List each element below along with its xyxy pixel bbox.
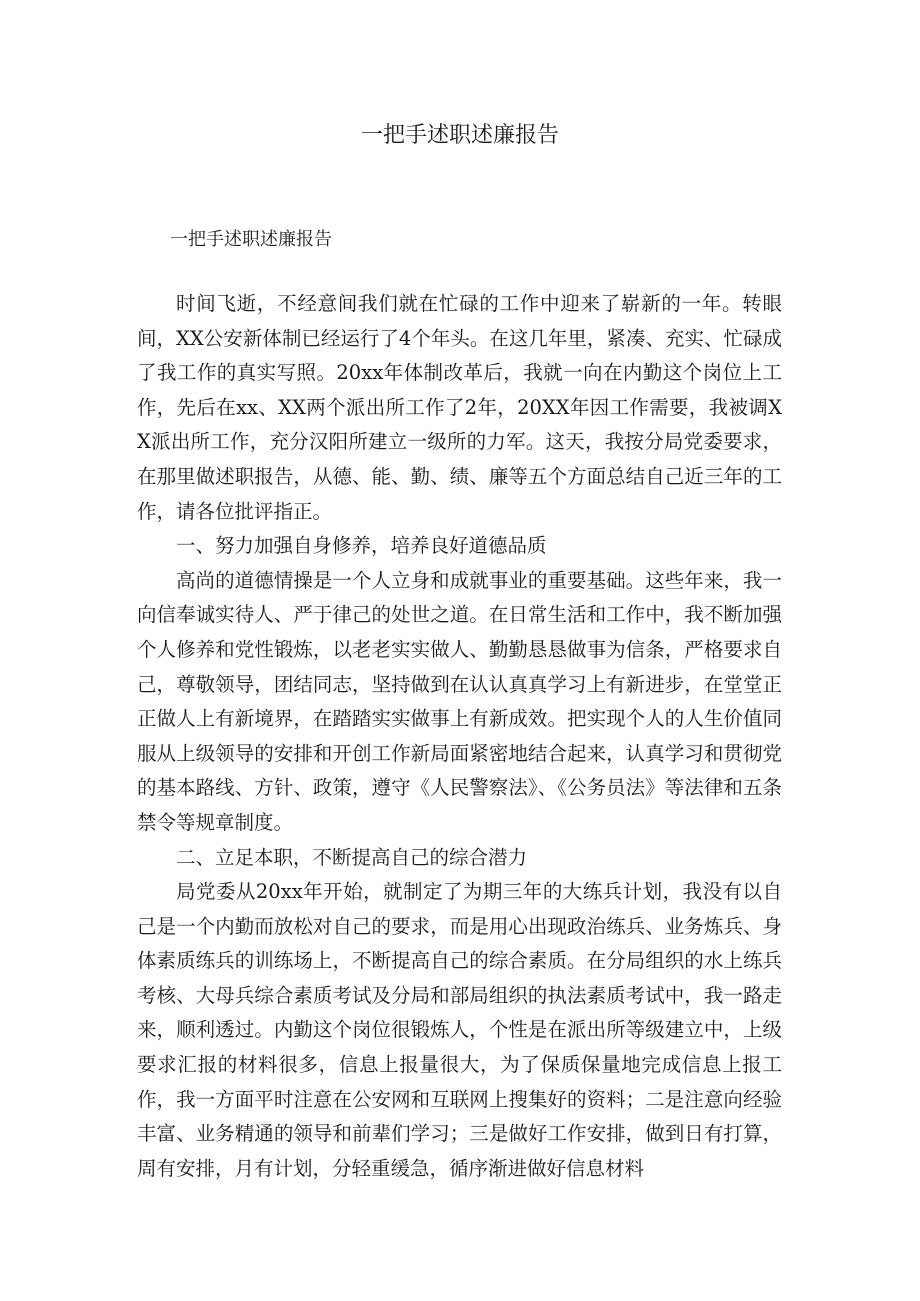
section-heading-1: 一、努力加强自身修养，培养良好道德品质 [176,534,547,558]
paragraph-section-1: 高尚的道德情操是一个人立身和成就事业的重要基础。这些年来，我一向信奉诚实待人、严于律己的处世之道。在日常生活和工作中，我不断加强个人修养和党性锻炼，以老老实实做人、勤勤恳恳做事为信条，严格要求自己，尊敬领导，团结同志，坚持做到在认认真真学习上有新进步，在堂堂正正做人上有新境界，在踏踏实实做事上有新成效。把实现个人的人生价值同服从上级领导的安排和开创工作新局面紧密地结合起来，认真学习和贯彻党的基本路线、方针、政策，遵守《人民警察法》、《公务员法》等法律和五条禁令等规章制度。 [137,568,782,834]
paragraph-section-2: 局党委从20xx年开始，就制定了为期三年的大练兵计划，我没有以自己是一个内勤而放松对自己的要求，而是用心出现政治练兵、业务炼兵、身体素质练兵的训练场上，不断提高自己的综合素质。在分局组织的水上练兵考核、大母兵综合素质考试及分局和部局组织的执法素质考试中，我一路走来，顺利透过。内勤这个岗位很锻炼人，个性是在派出所等级建立中，上级要求汇报的材料很多，信息上报量很大，为了保质保量地完成信息上报工作，我一方面平时注意在公安网和互联网上搜集好的资料；二是注意向经验丰富、业务精通的领导和前辈们学习；三是做好工作安排，做到日有打算，周有安排，月有计划，分轻重缓急，循序渐进做好信息材料 [137,880,782,1180]
document-subtitle: 一把手述职述廉报告 [170,229,332,250]
paragraph-intro: 时间飞逝，不经意间我们就在忙碌的工作中迎来了崭新的一年。转眼间，XX公安新体制已经运行了4个年头。在这几年里，紧凑、充实、忙碌成了我工作的真实写照。20xx年体制改革后，我就一向在内勤这个岗位上工作，先后在xx、XX两个派出所工作了2年，20XX年因工作需要，我被调XX派出所工作，充分汉阳所建立一级所的力军。这天，我按分局党委要求，在那里做述职报告，从德、能、勤、绩、廉等五个方面总结自己近三年的工作，请各位批评指正。 [137,292,782,523]
document-title: 一把手述职述廉报告 [360,123,559,148]
section-heading-2: 二、立足本职，不断提高自己的综合潜力 [176,845,528,869]
document-body [137,287,782,1186]
